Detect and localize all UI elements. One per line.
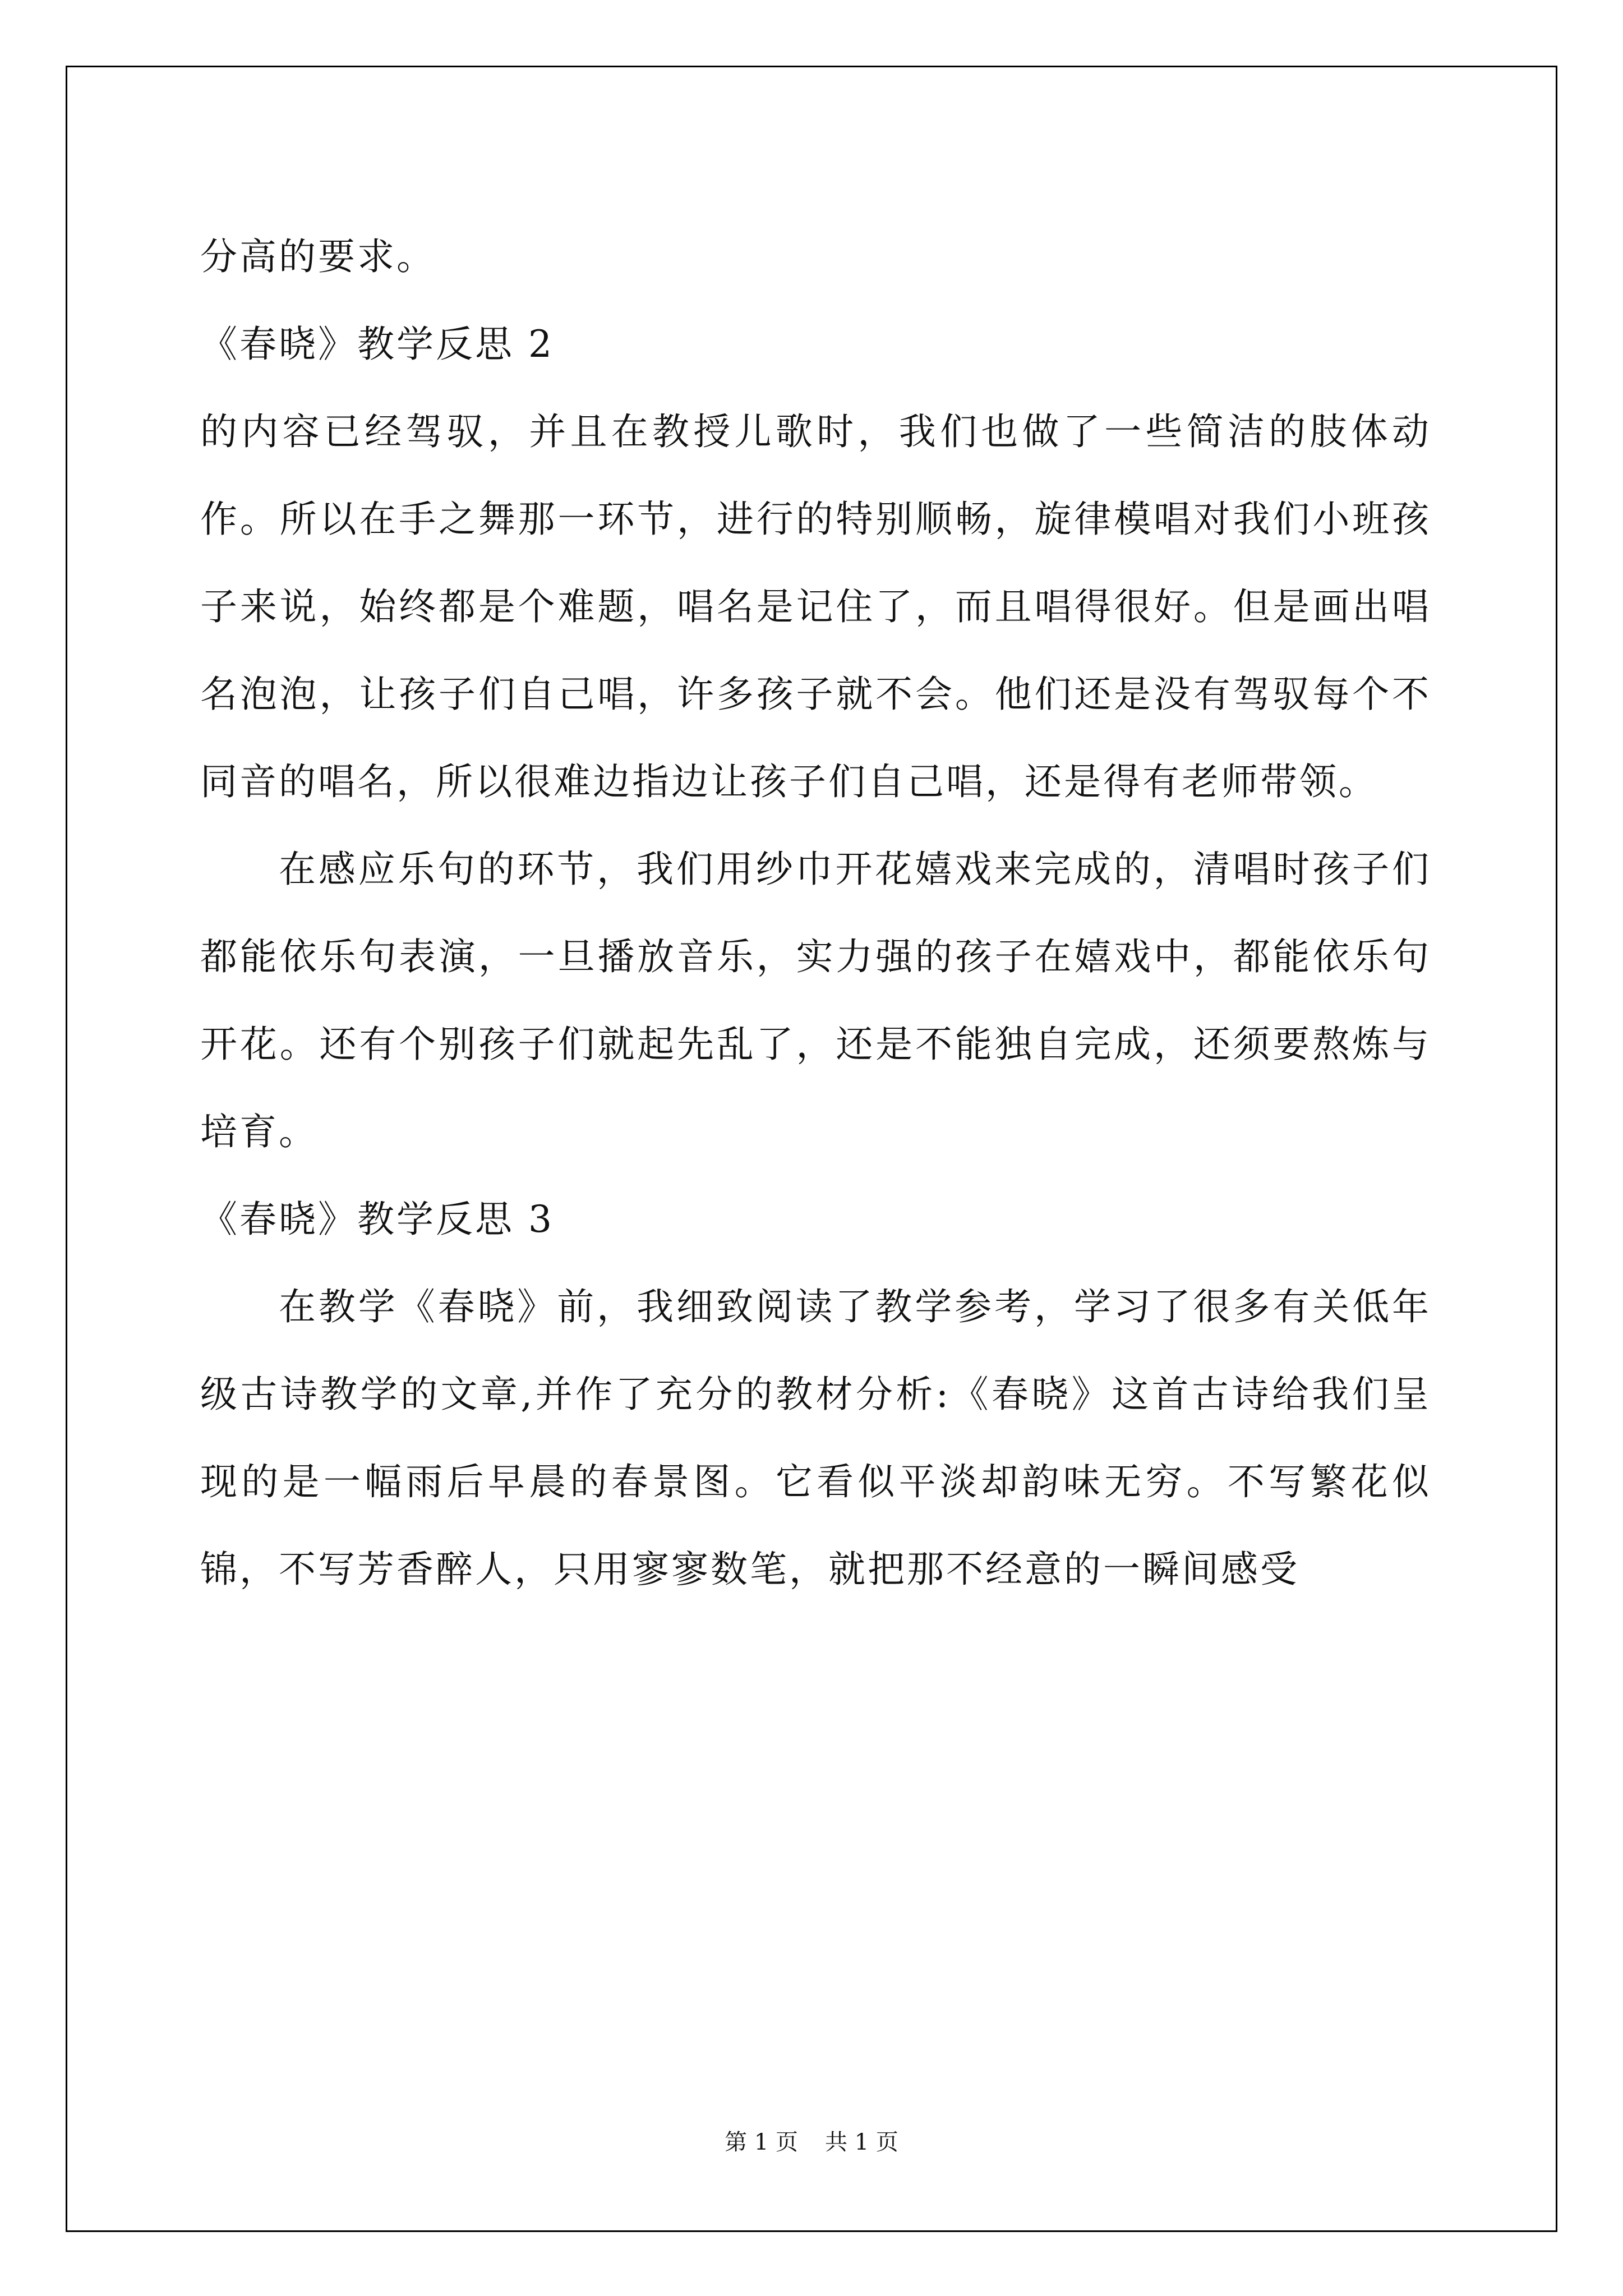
- paragraph: 的内容已经驾驭，并且在教授儿歌时，我们也做了一些简洁的肢体动作。所以在手之舞那一环节，进行的特别顺畅，旋律模唱对我们小班孩子来说，始终都是个难题，唱名是记住了，而且唱得很好。但是画出唱名泡泡，让孩子们自己唱，许多孩子就不会。他们还是没有驾驭每个不同音的唱名，所以很难边指边让孩子们自己唱，还是得有老师带领。: [200, 410, 1431, 803]
- page-total: 共 1 页: [825, 2129, 898, 2155]
- section-heading-3: 《春晓》教学反思 3: [200, 1198, 554, 1241]
- paragraph: 在教学《春晓》前，我细致阅读了教学参考，学习了很多有关低年级古诗教学的文章,并作了充分的教材分析:《春晓》这首古诗给我们呈现的是一幅雨后早晨的春景图。它看似平淡却韵味无穷。不写繁花似锦，不写芳香醉人，只用寥寥数笔，就把那不经意的一瞬间感受: [200, 1285, 1431, 1591]
- paragraph: 在感应乐句的环节，我们用纱巾开花嬉戏来完成的，清唱时孩子们都能依乐句表演，一旦播放音乐，实力强的孩子在嬉戏中，都能依乐句开花。还有个别孩子们就起先乱了，还是不能独自完成，还须要熬炼与培育。: [200, 848, 1431, 1153]
- page-footer: [0, 2129, 1623, 2156]
- paragraph-continued: 分高的要求。: [200, 235, 436, 278]
- document-body: [200, 213, 1431, 1613]
- page-number: 第 1 页: [725, 2129, 798, 2155]
- section-heading-2: 《春晓》教学反思 2: [200, 323, 554, 366]
